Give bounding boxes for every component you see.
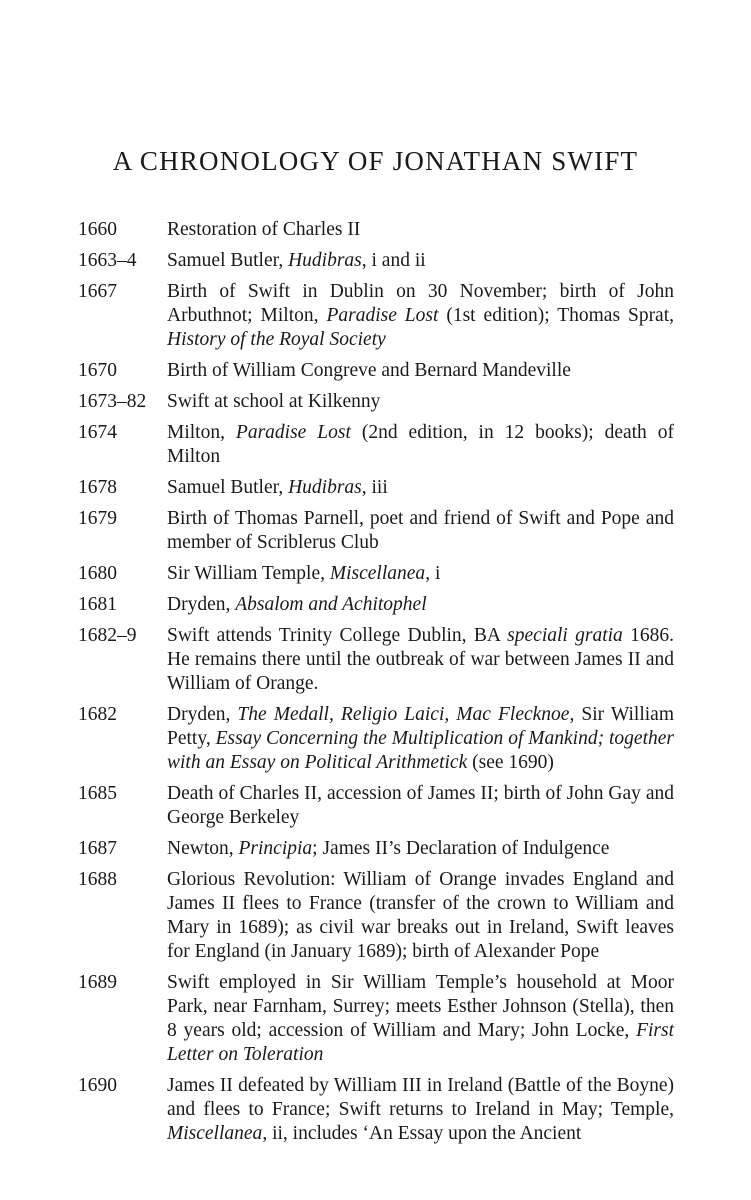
entry-text-run: Dryden, [167,594,236,615]
entry-title-italic: Hudibras [288,477,362,498]
entry-year: 1689 [78,972,117,993]
entry-year: 1678 [78,477,117,498]
entry-year: 1679 [78,508,117,529]
entry-year: 1680 [78,563,117,584]
entry-text-run: (see 1690) [467,752,554,773]
entry-text-run: Swift employed in Sir William Temple’s household at Moor Park, near Farnham, Surrey; meets Esther Johnson (Stella), then 8 years old; accession of William and Mary; John Locke, [167,972,674,1041]
chronology-entry [78,593,674,617]
entry-text [167,703,674,775]
entry-text-run: , Sir William Petty, [167,704,674,749]
entry-text-run: , ii, includes ‘An Essay upon the Ancient [262,1123,582,1144]
chronology-entry [78,507,674,555]
entry-year: 1681 [78,594,117,615]
entry-text-run: James II defeated by William III in Ireland (Battle of the Boyne) and flees to France; Swift returns to Ireland in May; Temple, [167,1075,674,1120]
entry-text [167,359,674,383]
entry-year: 1670 [78,360,117,381]
entry-text-run: ; James II’s Declaration of Indulgence [312,838,610,859]
entry-text-run: Death of Charles II, accession of James II; birth of John Gay and George Berkeley [167,783,674,828]
entry-title-italic: Paradise Lost [235,422,351,443]
entry-title-italic: Hudibras [288,250,362,271]
entry-title-italic: Miscellanea [167,1123,263,1144]
entry-title-italic: Paradise Lost [326,305,439,326]
entry-title-italic: speciali gratia [507,625,623,646]
entry-text [167,1074,674,1146]
entry-text-run: Swift attends Trinity College Dublin, BA [167,625,508,646]
entry-year: 1660 [78,219,117,240]
entry-text-run: Sir William Temple, [167,563,330,584]
entry-year: 1673–82 [78,391,147,412]
entry-text [167,782,674,830]
entry-year: 1685 [78,783,117,804]
entry-year: 1674 [78,422,117,443]
entry-text [167,971,674,1067]
chronology-entry [78,359,674,383]
entry-text-run: Dryden, [167,704,238,725]
entry-title-italic: History of the Royal Society [167,329,386,350]
entry-text-run: Birth of Thomas Parnell, poet and friend of Swift and Pope and member of Scriblerus Club [167,508,674,553]
entry-text [167,280,674,352]
entry-text [167,837,674,861]
entry-year: 1682–9 [78,625,137,646]
chronology-entry [78,782,674,830]
entry-text-run: , iii [361,477,388,498]
entry-title-italic: Principia [238,838,313,859]
entry-text [167,593,674,617]
entry-text-run: Glorious Revolution: William of Orange invades England and James II flees to France (transfer of the crown to William and Mary in 1689); as civil war breaks out in Ireland, Swift leaves for England (in January 1689); birth of Alexander Pope [167,869,674,962]
chronology-entry [78,837,674,861]
entry-text-run: Restoration of Charles II [167,219,361,240]
chronology-entry [78,218,674,242]
entry-title-italic: Absalom and Achitophel [235,594,427,615]
entry-text-run: Newton, [167,838,239,859]
entry-text-run: Samuel Butler, [167,250,289,271]
chronology-entry [78,280,674,352]
chronology-list [78,218,674,1153]
chronology-entry [78,390,674,414]
entry-year: 1682 [78,704,117,725]
entry-text-run: Birth of Swift in Dublin on 30 November; birth of John Arbuthnot; Milton, [167,281,674,326]
entry-text-run: Swift at school at Kilkenny [167,391,381,412]
entry-text [167,624,674,696]
chronology-entry [78,1074,674,1146]
entry-year: 1687 [78,838,117,859]
chronology-entry [78,971,674,1067]
entry-text [167,249,674,273]
chronology-entry [78,476,674,500]
entry-title-italic: First Letter on Toleration [167,1020,674,1065]
entry-title-italic: The Medall, Religio Laici, Mac Flecknoe [237,704,570,725]
entry-text [167,390,674,414]
entry-text-run: (1st edition); Thomas Sprat, [438,305,675,326]
entry-year: 1690 [78,1075,117,1096]
chronology-entry [78,703,674,775]
entry-text-run: (2nd edition, in 12 books); death of Milton [167,422,674,467]
entry-text [167,218,674,242]
entry-text-run: Milton, [167,422,236,443]
chronology-entry [78,421,674,469]
chronology-entry [78,562,674,586]
entry-text-run: Birth of William Congreve and Bernard Mandeville [167,360,571,381]
entry-text-run: 1686. He remains there until the outbreak of war between James II and William of Orange. [167,625,674,694]
entry-title-italic: Essay Concerning the Multiplication of Mankind; together with an Essay on Political Arithmetick [167,728,674,773]
chronology-entry [78,249,674,273]
entry-text-run: , i [425,563,441,584]
chronology-entry [78,868,674,964]
entry-year: 1663–4 [78,250,137,271]
entry-text [167,868,674,964]
entry-text [167,507,674,555]
entry-text [167,476,674,500]
entry-year: 1667 [78,281,117,302]
page-title: A CHRONOLOGY OF JONATHAN SWIFT [112,146,639,176]
entry-text [167,421,674,469]
entry-title-italic: Miscellanea [329,563,426,584]
entry-year: 1688 [78,869,117,890]
entry-text-run: , i and ii [361,250,426,271]
entry-text-run: Samuel Butler, [167,477,289,498]
chronology-entry [78,624,674,696]
entry-text [167,562,674,586]
